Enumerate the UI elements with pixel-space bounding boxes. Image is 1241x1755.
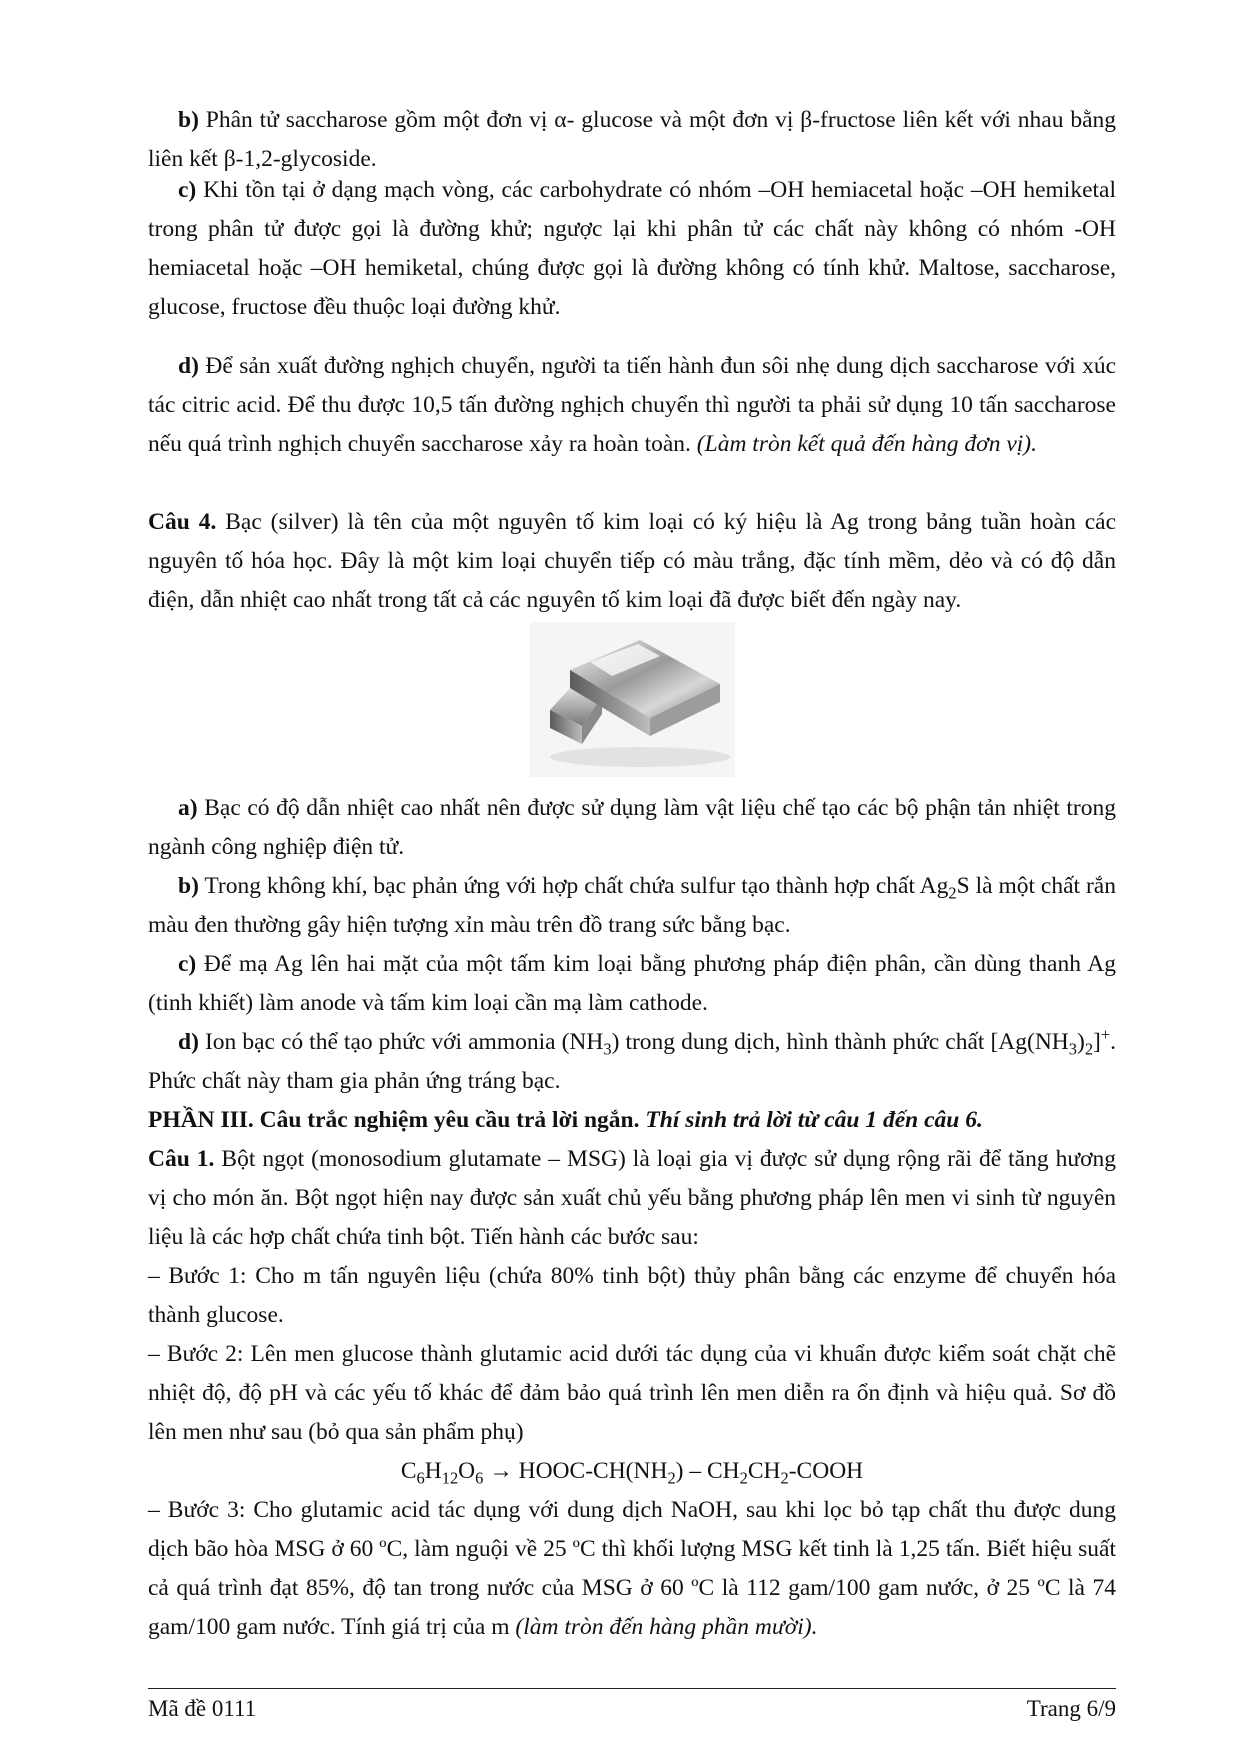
rounding-note: (Làm tròn kết quả đến hàng đơn vị). [696,431,1037,457]
subscript: 2 [739,1468,748,1488]
option-text: Ion bạc có thể tạo phức với ammonia (NH [204,1029,604,1055]
section-instruction: Thí sinh trả lời từ câu 1 đến câu 6. [645,1107,983,1133]
question-label: Câu 4. [148,509,217,535]
eq-part: CH [747,1458,781,1484]
eq-part: ) – CH [675,1458,740,1484]
rounding-note: (làm tròn đến hàng phần mười). [515,1614,818,1640]
option-text: Phân tử saccharose gồm một đơn vị α- glucose và một đơn vị β-fructose liên kết với nhau bằng liên kết β-1,2-glycoside. [148,107,1117,172]
subscript: 2 [1084,1039,1094,1059]
q4-option-b [148,867,1116,945]
fermentation-equation [148,1452,1116,1491]
eq-part: -COOH [788,1458,864,1484]
q4-option-a [148,789,1116,867]
option-text: . Phức chất này tham gia phản ứng tráng bạc. [148,1029,1117,1094]
q3-option-b [148,101,1116,179]
subscript: 3 [1068,1039,1077,1059]
question-text: Bạc (silver) là tên của một nguyên tố kim loại có ký hiệu là Ag trong bảng tuần hoàn các nguyên tố hóa học. Đây là một kim loại chuyển tiếp có màu trắng, đặc tính mềm, dẻo và có độ dẫn điện, dẫn nhiệt cao nhất trong tất cả các nguyên tố kim loại đã được biết đến ngày nay. [148,509,1117,613]
q1-step-2 [148,1335,1116,1452]
section-title: PHẦN III. Câu trắc nghiệm yêu cầu trả lời ngắn. [148,1107,640,1133]
eq-part: C [400,1458,417,1484]
step-text: – Bước 2: Lên men glucose thành glutamic acid dưới tác dụng của vi khuẩn được kiểm soát chặt chẽ nhiệt độ, độ pH và các yếu tố khác để đảm bảo quá trình lên men diễn ra ổn định và hiệu quả. Sơ đồ lên men như sau (bỏ qua sản phẩm phụ) [148,1341,1116,1445]
footer-divider [148,1688,1116,1689]
option-text: ) [1076,1029,1085,1055]
option-text: Khi tồn tại ở dạng mạch vòng, các carbohydrate có nhóm –OH hemiacetal hoặc –OH hemiketal trong phân tử được gọi là đường khử; ngược lại khi phân tử các chất này không có nhóm -OH hemiacetal hoặc –OH hemiketal, chúng được gọi là đường không có tính khử. Maltose, saccharose, glucose, fructose đều thuộc loại đường khử. [148,177,1117,320]
option-label: d) [178,353,199,379]
option-label: a) [178,795,198,821]
subscript: 2 [780,1468,789,1488]
q1-step-3 [148,1491,1116,1647]
q1-step-1 [148,1257,1116,1335]
option-text: Để sản xuất đường nghịch chuyển, người ta tiến hành đun sôi nhẹ dung dịch saccharose với xúc tác citric acid. Để thu được 10,5 tấn đường nghịch chuyển thì người ta phải sử dụng 10 tấn saccharose nếu quá trình nghịch chuyển saccharose xảy ra hoàn toàn. [148,353,1117,457]
option-label: b) [178,873,199,899]
superscript: + [1100,1025,1111,1045]
subscript: 6 [416,1468,425,1488]
option-label: c) [178,177,197,203]
q4-option-d [148,1023,1116,1101]
subscript: 12 [441,1468,459,1488]
eq-part: H [424,1458,442,1484]
question-label: Câu 1. [148,1146,215,1172]
silver-bars-image [530,622,735,777]
q1-stem [148,1140,1116,1257]
question-text: Bột ngọt (monosodium glutamate – MSG) là loại gia vị được sử dụng rộng rãi để tăng hương vị cho món ăn. Bột ngọt hiện nay được sản xuất chủ yếu bằng phương pháp lên men vi sinh từ nguyên liệu là các hợp chất chứa tinh bột. Tiến hành các bước sau: [148,1146,1116,1250]
subscript: 6 [475,1468,484,1488]
option-text: ) trong dung dịch, hình thành phức chất [Ag(NH [611,1029,1069,1055]
step-text: – Bước 1: Cho m tấn nguyên liệu (chứa 80% tinh bột) thủy phân bằng các enzyme để chuyển hóa thành glucose. [148,1263,1116,1328]
subscript: 3 [603,1039,612,1059]
page-number: Trang 6/9 [1026,1696,1116,1721]
option-text: Trong không khí, bạc phản ứng với hợp chất chứa sulfur tạo thành hợp chất Ag [204,873,949,899]
option-text: S là một chất rắn màu đen thường gây hiện tượng xỉn màu trên đồ trang sức bằng bạc. [148,873,1116,938]
eq-part: O [458,1458,476,1484]
exam-code: Mã đề 0111 [148,1696,257,1721]
option-label: b) [178,107,199,133]
option-text: Bạc có độ dẫn nhiệt cao nhất nên được sử dụng làm vật liệu chế tạo các bộ phận tản nhiệt trong ngành công nghiệp điện tử. [148,795,1117,860]
q3-option-d [148,347,1116,464]
q3-option-c [148,171,1116,327]
silver-bars-icon [530,622,735,777]
option-label: c) [178,951,197,977]
q4-stem [148,503,1116,620]
option-text: Để mạ Ag lên hai mặt của một tấm kim loại bằng phương pháp điện phân, cần dùng thanh Ag (tinh khiết) làm anode và tấm kim loại cần mạ làm cathode. [148,951,1117,1016]
option-label: d) [178,1029,199,1055]
q4-option-c [148,945,1116,1023]
subscript: 2 [667,1468,676,1488]
option-text: ] [1093,1029,1101,1055]
step-text: – Bước 3: Cho glutamic acid tác dụng với dung dịch NaOH, sau khi lọc bỏ tạp chất thu được dung dịch bão hòa MSG ở 60 ºC, làm nguội về 25 ºC thì khối lượng MSG kết tinh là 1,25 tấn. Biết hiệu suất cả quá trình đạt 85%, độ tan trong nước của MSG ở 60 ºC là 112 gam/100 gam nước, ở 25 ºC là 74 gam/100 gam nước. Tính giá trị của m [148,1497,1116,1640]
part3-heading [148,1101,1116,1140]
eq-part: → HOOC-CH(NH [483,1458,668,1484]
subscript: 2 [948,883,957,903]
